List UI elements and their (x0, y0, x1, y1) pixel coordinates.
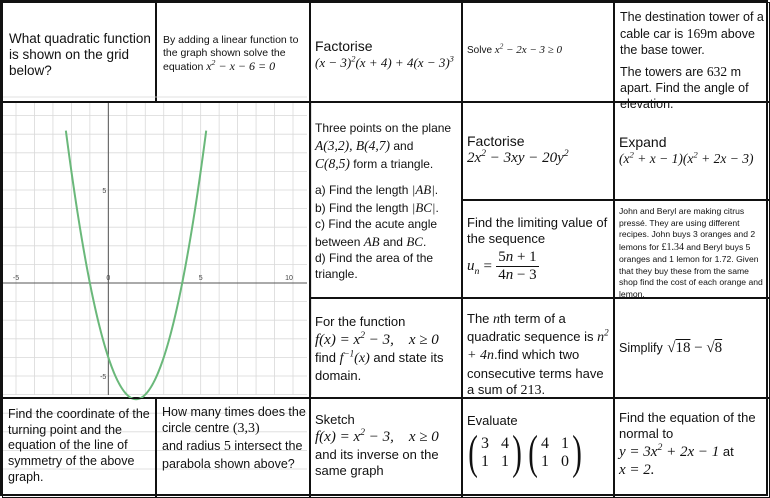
part-c: c) Find the acute angle between (315, 217, 438, 249)
question-text: Solve $x^2 - 2x - 3 \ge 0$ (467, 42, 563, 56)
question-text: The nth term of a quadratic sequence is $n^2$ + 4n.find which two consecutive terms have a sum of 213. (467, 311, 609, 399)
cell-title: Sketch (315, 412, 355, 427)
cell-graph (2, 102, 310, 398)
question-line: and radius (162, 438, 221, 453)
matrix-a: ( 3 4 1 1 ) (468, 426, 522, 479)
cell-triangle (310, 102, 462, 298)
part-a: a) Find the length (315, 183, 409, 198)
question-text (619, 206, 769, 301)
cell-quadratic-question (2, 2, 156, 102)
part-d: d) Find the area of the triangle. (315, 250, 434, 281)
x-tick-label: -5 (12, 275, 20, 282)
sum-value: 213 (520, 383, 542, 399)
x-tick-label: 5 (198, 275, 203, 282)
cell-expand (614, 102, 770, 200)
cell-title: Solve (467, 45, 493, 56)
question-text: By adding a linear function to the graph shown solve the equation $x^2 - x - 6 = 0$ (163, 34, 299, 74)
part-b: b) Find the length (315, 201, 409, 216)
cell-title: Expand (619, 134, 667, 150)
question-line: form a triangle. (353, 156, 434, 171)
question-text: Simplify √18 − √8 (619, 340, 723, 356)
x-tick-label: 10 (285, 275, 293, 282)
cell-factorise-2 (462, 102, 614, 200)
question-line: By adding a linear function to the graph shown solve the (163, 34, 299, 59)
expression: $(x^2 + x - 1)(x^2 + 2x - 3)$ (619, 149, 754, 166)
question-line: find (315, 349, 336, 365)
question-line: and its inverse on the same graph (315, 447, 439, 479)
matrix-product (465, 426, 585, 479)
question-line: Three points on the plane (315, 121, 452, 135)
john-price: £1.34 (661, 241, 685, 253)
question-line: m apart. Find the angle of elevation. (620, 65, 749, 111)
question-text: What quadratic function is shown on the grid below? (9, 31, 151, 79)
cell-title: Simplify (619, 341, 663, 355)
question-line: and Beryl buys 5 oranges and 1 lemon for (619, 241, 751, 265)
question-line: intersect the parabola shown above? (162, 438, 303, 471)
x-tick-label: 0 (106, 275, 111, 282)
question-line: For the function (315, 314, 406, 329)
question-line: th term of a quadratic sequence is (467, 311, 594, 345)
expression: $(x - 3)^2(x + 4) + 4(x - 3)^3$ (315, 53, 454, 70)
question-text: Three points on the plane A(3,2), B(4,7) and C(8,5) form a triangle. a) Find the length |AB|. b) Find the length |BC|. c) Find the acute angle between AB and BC. d) Find the area of the triangle. (315, 121, 452, 281)
distance-value: 632 (706, 64, 728, 80)
cell-factorise-1 (310, 2, 462, 102)
cell-circle-intersect (156, 398, 310, 498)
question-line: equation (163, 61, 204, 74)
cell-title: Evaluate (467, 413, 518, 428)
question-line: at (722, 443, 734, 459)
question-line: The destination tower of a cable car is (620, 10, 764, 41)
y-tick-label: -5 (100, 374, 107, 381)
question-line: John and Beryl are making citrus pressé. They are using different recipes. John buys 3 oranges and 2 lemons for (619, 206, 756, 252)
cell-solve-inequality (462, 2, 614, 102)
cell-cable-car (614, 2, 770, 111)
expression: $2x^2 - 3xy - 20y^2$ (467, 148, 569, 166)
question-line: and (393, 138, 414, 153)
cell-quadratic-sequence (462, 298, 614, 398)
cell-linear-function (156, 2, 310, 102)
question-text: Sketch $f(x) = x^2 - 3$, x ≥ 0 and its inverse on the same graph (315, 412, 439, 479)
cell-evaluate (462, 398, 614, 498)
question-line: . Given that they buy these from the same shop find the cost of each orange and lemon. (619, 254, 763, 300)
question-text: Find the limiting value of the sequence (467, 215, 608, 246)
cell-normal (614, 398, 770, 498)
cell-turning-point (2, 398, 156, 498)
question-text: Find the coordinate of the turning point and the equation of the line of symmetry of the above graph. (8, 407, 150, 484)
part-c-and: and (382, 234, 403, 249)
question-line: m above the base tower. (620, 26, 755, 57)
cell-simplify (614, 298, 770, 398)
question-text: How many times does the circle centre (3,3) and radius 5 intersect the parabola shown above? (162, 405, 306, 471)
cell-inverse-function (310, 298, 462, 398)
matrix-b: ( 4 1 1 0 ) (528, 426, 582, 479)
cell-limiting-value (462, 200, 614, 298)
question-line: How many times does the circle centre (162, 405, 306, 435)
question-line: . (541, 382, 546, 398)
question-text: For the function $f(x) = x^2 - 3$, x ≥ 0 find $f^{-1}(x)$ and state its domain. (315, 314, 444, 383)
radius-value: 5 (223, 438, 231, 454)
question-line: Find the equation of the normal to (619, 410, 756, 442)
question-line: and state its domain. (315, 349, 444, 383)
sequence-formula: $u_n$ = $\frac{5n + 1}{4n - 3}$ (467, 249, 537, 283)
question-text (620, 10, 768, 112)
quadratic-graph (3, 103, 307, 395)
cell-title: Factorise (467, 133, 525, 149)
question-line: find which two consecutive terms have a sum of (467, 347, 604, 398)
cell-citrus (614, 200, 770, 298)
y-tick-label: 5 (102, 188, 107, 195)
question-line: The towers are (620, 65, 704, 80)
cell-title: Factorise (315, 38, 373, 54)
beryl-price: 1.72 (714, 254, 732, 265)
question-line: The (467, 311, 490, 326)
cell-sketch (310, 398, 462, 498)
question-text: Find the equation of the normal to $y = 3x^2 + 2x - 1$ at x = 2. (619, 410, 756, 479)
height-value: 169 (686, 25, 707, 41)
